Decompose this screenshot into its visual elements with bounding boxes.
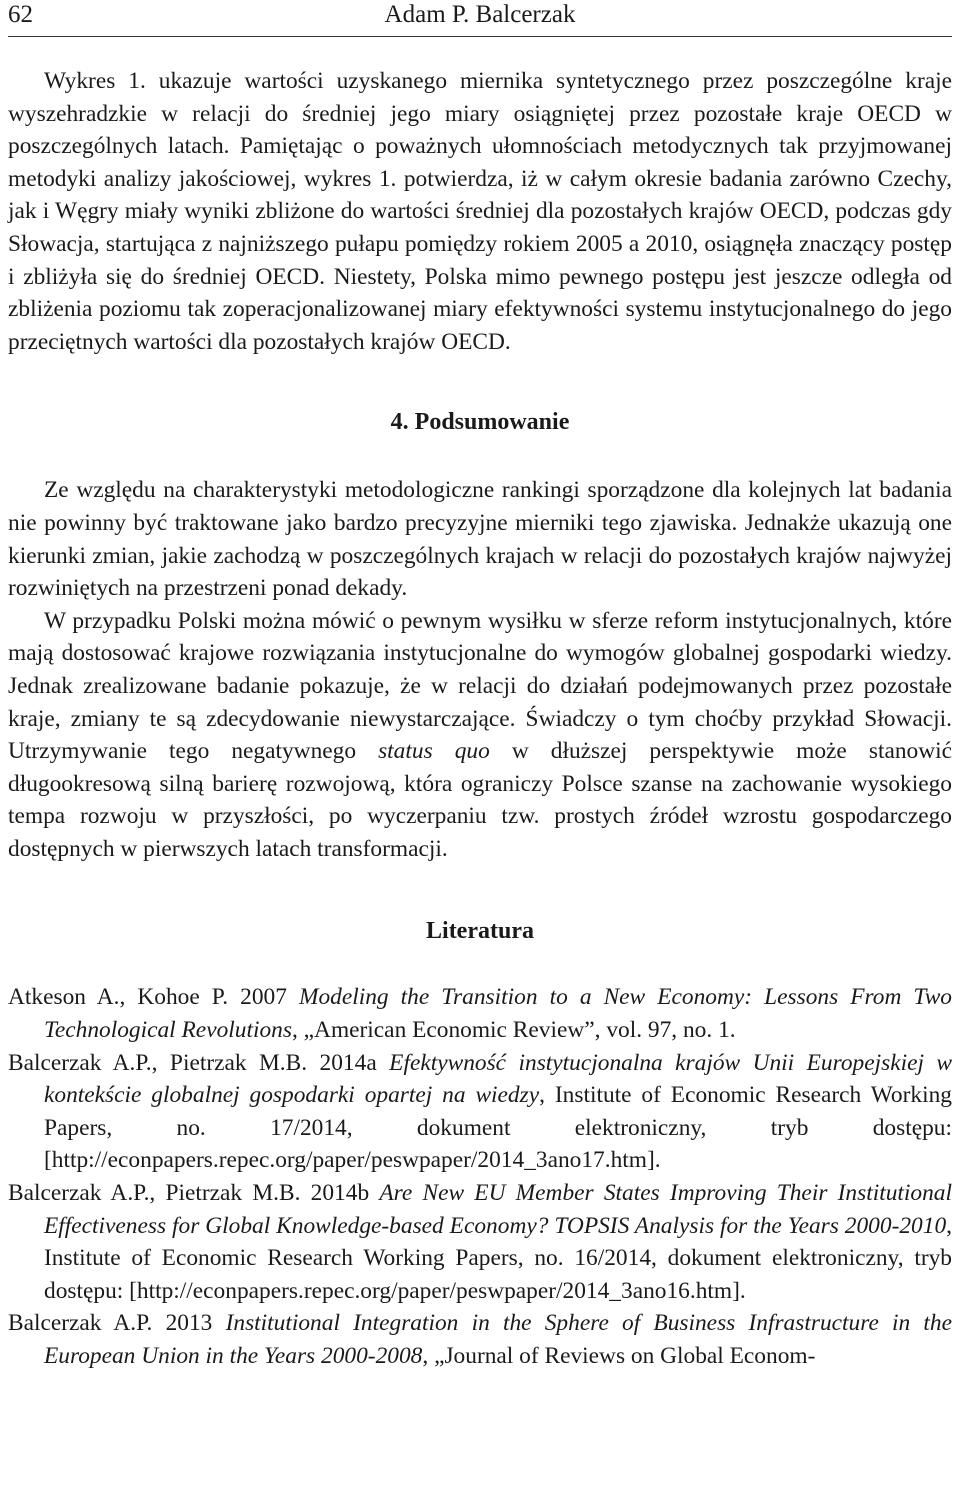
section-heading-literature: Literatura xyxy=(426,918,534,945)
reference-authors: Balcerzak A.P. 2013 xyxy=(8,1310,226,1337)
reference-source: , „American Economic Review”, vol. 97, no. 1. xyxy=(291,1017,736,1044)
page-number: 62 xyxy=(8,1,33,28)
reference-item xyxy=(8,1307,952,1372)
summary-paragraph-1: Ze względu na charakterystyki metodologiczne rankingi sporządzone dla kolejnych lat badania nie powinny być traktowane jako bardzo precyzyjne mierniki tego zjawiska. Jednakże ukazują one kierunki zmian, jakie zachodzą w poszczególnych krajach w relacji do pozostałych krajów najwyżej rozwiniętych na przestrzeni ponad dekady. xyxy=(8,477,952,602)
italic-phrase: status quo xyxy=(378,738,490,765)
running-author: Adam P. Balcerzak xyxy=(384,1,576,28)
summary-p2-text-a: W przypadku Polski można mówić o pewnym wysiłku w sferze reform instytucjonalnych, które mają dostosować krajowe rozwiązania instytucjonalne do wymogów globalnej gospodarki wiedzy. Jednak zrealizowane badanie pokazuje, że w relacji do działań podejmowanych przez pozostałe kraje, zmiany te są zdecydowanie niewystarczające. Świadczy o tym choćby przykład Słowacji. Utrzymywanie tego negatywnego xyxy=(8,607,952,765)
reference-list xyxy=(8,981,952,1372)
running-header xyxy=(8,0,952,37)
reference-source: , Institute of Economic Research Working Papers, no. 16/2014, dokument elektroniczny, tryb dostępu: [http://econpapers.repec.org/paper/peswpaper/2014_3ano16.htm]. xyxy=(44,1212,952,1304)
summary-paragraph-2 xyxy=(8,605,952,866)
body-paragraph: Wykres 1. ukazuje wartości uzyskanego miernika syntetycznego przez poszczególne kraje wyszehradzkie w relacji do średniej jego miary osiągniętej przez pozostałe kraje OECD w poszczególnych latach. Pamiętając o poważnych ułomnościach metodycznych tak przyjmowanej metodyki analizy jakościowej, wykres 1. potwierdza, iż w całym okresie badania zarówno Czechy, jak i Węgry miały wyniki zbliżone do wartości średniej dla pozostałych krajów OECD, podczas gdy Słowacja, startująca z najniższego pułapu pomiędzy rokiem 2005 a 2010, osiągnęła znaczący postęp i zbliżyła się do średniej OECD. Niestety, Polska mimo pewnego postępu jest jeszcze odległa od zbliżenia poziomu tak zoperacjonalizowanej miary efektywności systemu instytucjonalnego do jego przeciętnych wartości dla pozostałych krajów OECD. xyxy=(8,68,952,355)
reference-authors: Atkeson A., Kohoe P. 2007 xyxy=(8,984,299,1011)
reference-item xyxy=(8,1047,952,1177)
summary-p2-text-b: w dłuższej perspektywie może stanowić długookresową silną barierę rozwojową, która ograniczy Polsce szanse na zachowanie wysokiego tempa rozwoju w przyszłości, po wyczerpaniu tzw. prostych źródeł wzrostu gospodarczego dostępnych w pierwszych latach transformacji. xyxy=(8,738,952,862)
reference-title: Institutional Integration in the Sphere of Business Infrastructure in the European Union in the Years 2000-2008 xyxy=(44,1310,953,1369)
page xyxy=(8,0,952,1373)
reference-source: , Institute of Economic Research Working Papers, no. 17/2014, dokument elektroniczny, tryb dostępu: [http://econpapers.repec.org/paper/peswpaper/2014_3ano17.htm]. xyxy=(44,1082,952,1174)
reference-title: Efektywność instytucjonalna krajów Unii Europejskiej w kontekście globalnej gospodarki opartej na wiedzy xyxy=(44,1049,953,1109)
reference-authors: Balcerzak A.P., Pietrzak M.B. 2014b xyxy=(8,1180,380,1207)
reference-title: Modeling the Transition to a New Economy: Lessons From Two Technological Revolutions xyxy=(44,984,952,1044)
reference-item xyxy=(8,1177,952,1307)
reference-title: Are New EU Member States Improving Their Institutional Effectiveness for Global Knowledge-based Economy? TOPSIS Analysis for the Years 2000-2010 xyxy=(44,1180,952,1239)
reference-item xyxy=(8,981,952,1046)
section-heading-summary: 4. Podsumowanie xyxy=(390,409,570,436)
reference-authors: Balcerzak A.P., Pietrzak M.B. 2014a xyxy=(8,1049,390,1076)
reference-source: , „Journal of Reviews on Global Econom- xyxy=(422,1343,816,1369)
